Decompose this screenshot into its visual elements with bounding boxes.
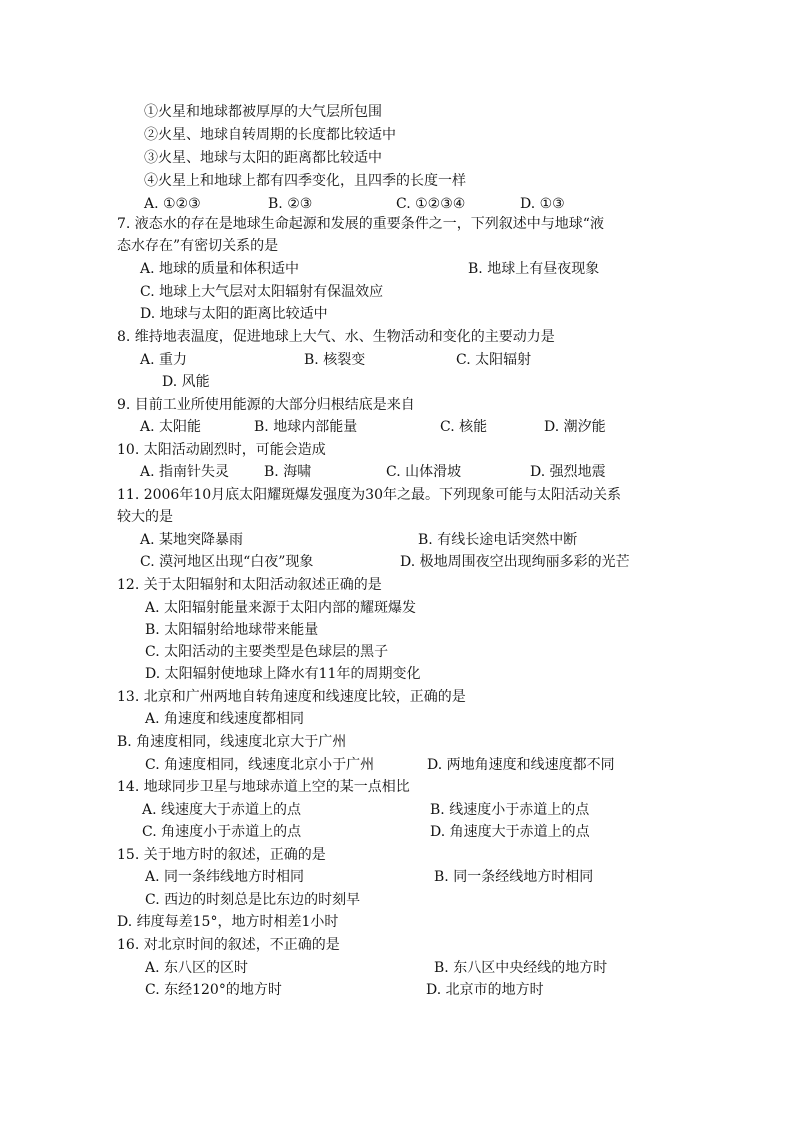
q8-option-c: C. 太阳辐射: [456, 352, 532, 368]
q12-stem: 12. 关于太阳辐射和太阳活动叙述正确的是: [117, 577, 382, 593]
q12-option-c: C. 太阳活动的主要类型是色球层的黑子: [145, 644, 389, 660]
q13-option-d: D. 两地角速度和线速度都不同: [427, 757, 615, 773]
q9-stem: 9. 目前工业所使用能源的大部分归根结底是来自: [117, 397, 415, 413]
q15-stem: 15. 关于地方时的叙述，正确的是: [117, 847, 326, 863]
q8-stem: 8. 维持地表温度，促进地球上大气、水、生物活动和变化的主要动力是: [117, 329, 555, 345]
q12-option-b: B. 太阳辐射给地球带来能量: [145, 622, 319, 638]
q11-option-a: A. 某地突降暴雨: [140, 532, 244, 548]
q13-option-a: A. 角速度和线速度都相同: [145, 711, 305, 727]
q14-stem: 14. 地球同步卫星与地球赤道上空的某一点相比: [117, 779, 410, 795]
statement-3: ③火星、地球与太阳的距离都比较适中: [144, 150, 382, 166]
q12-option-d: D. 太阳辐射使地球上降水有11年的周期变化: [145, 666, 421, 682]
q6-option-b: B. ②③: [268, 196, 313, 212]
q7-stem-line2: 态水存在”有密切关系的是: [117, 238, 279, 254]
q11-option-d: D. 极地周围夜空出现绚丽多彩的光芒: [400, 554, 630, 570]
q14-option-a: A. 线速度大于赤道上的点: [142, 802, 302, 818]
q7-option-a: A. 地球的质量和体积适中: [140, 261, 300, 277]
q12-option-a: A. 太阳辐射能量来源于太阳内部的耀斑爆发: [145, 600, 417, 616]
q10-stem: 10. 太阳活动剧烈时，可能会造成: [117, 442, 326, 458]
q9-option-c: C. 核能: [440, 419, 488, 435]
q7-option-d: D. 地球与太阳的距离比较适中: [140, 306, 328, 322]
q15-option-c: C. 西边的时刻总是比东边的时刻早: [145, 892, 361, 908]
q14-option-b: B. 线速度小于赤道上的点: [430, 802, 590, 818]
q11-stem-line1: 11. 2006年10月底太阳耀斑爆发强度为30年之最。下列现象可能与太阳活动关系: [117, 487, 621, 503]
q13-stem: 13. 北京和广州两地自转角速度和线速度比较，正确的是: [117, 689, 466, 705]
q16-option-d: D. 北京市的地方时: [426, 982, 544, 998]
q10-option-c: C. 山体滑坡: [386, 464, 462, 480]
q7-option-b: B. 地球上有昼夜现象: [468, 261, 600, 277]
q7-stem-line1: 7. 液态水的存在是地球生命起源和发展的重要条件之一，下列叙述中与地球“液: [117, 216, 604, 232]
q11-option-c: C. 漠河地区出现“白夜”现象: [140, 554, 314, 570]
q9-option-b: B. 地球内部能量: [254, 419, 358, 435]
q13-option-c: C. 角速度相同，线速度北京小于广州: [145, 757, 375, 773]
q9-option-d: D. 潮汐能: [544, 419, 606, 435]
q16-option-b: B. 东八区中央经线的地方时: [434, 960, 608, 976]
statement-4: ④火星上和地球上都有四季变化，且四季的长度一样: [144, 173, 466, 189]
q9-option-a: A. 太阳能: [140, 419, 202, 435]
q11-option-b: B. 有线长途电话突然中断: [418, 532, 578, 548]
q15-option-b: B. 同一条经线地方时相同: [434, 869, 594, 885]
q7-option-c: C. 地球上大气层对太阳辐射有保温效应: [140, 284, 384, 300]
q15-option-a: A. 同一条纬线地方时相同: [145, 869, 305, 885]
q16-option-a: A. 东八区的区时: [145, 960, 249, 976]
q6-option-c: C. ①②③④: [396, 196, 466, 212]
q11-stem-line2: 较大的是: [117, 509, 173, 525]
q16-option-c: C. 东经120°的地方时: [145, 982, 282, 998]
q8-option-a: A. 重力: [140, 352, 188, 368]
q6-option-a: A. ①②③: [144, 196, 201, 212]
q14-option-d: D. 角速度大于赤道上的点: [430, 824, 590, 840]
q14-option-c: C. 角速度小于赤道上的点: [142, 824, 302, 840]
q16-stem: 16. 对北京时间的叙述，不正确的是: [117, 937, 340, 953]
q10-option-b: B. 海啸: [264, 464, 312, 480]
statement-1: ①火星和地球都被厚厚的大气层所包围: [144, 104, 382, 120]
q8-option-d: D. 风能: [162, 374, 210, 390]
q10-option-a: A. 指南针失灵: [140, 464, 230, 480]
q15-option-d: D. 纬度每差15°，地方时相差1小时: [117, 914, 339, 930]
q10-option-d: D. 强烈地震: [530, 464, 606, 480]
q13-option-b: B. 角速度相同，线速度北京大于广州: [117, 734, 347, 750]
statement-2: ②火星、地球自转周期的长度都比较适中: [144, 127, 396, 143]
q6-option-d: D. ①③: [520, 196, 565, 212]
q8-option-b: B. 核裂变: [304, 352, 366, 368]
